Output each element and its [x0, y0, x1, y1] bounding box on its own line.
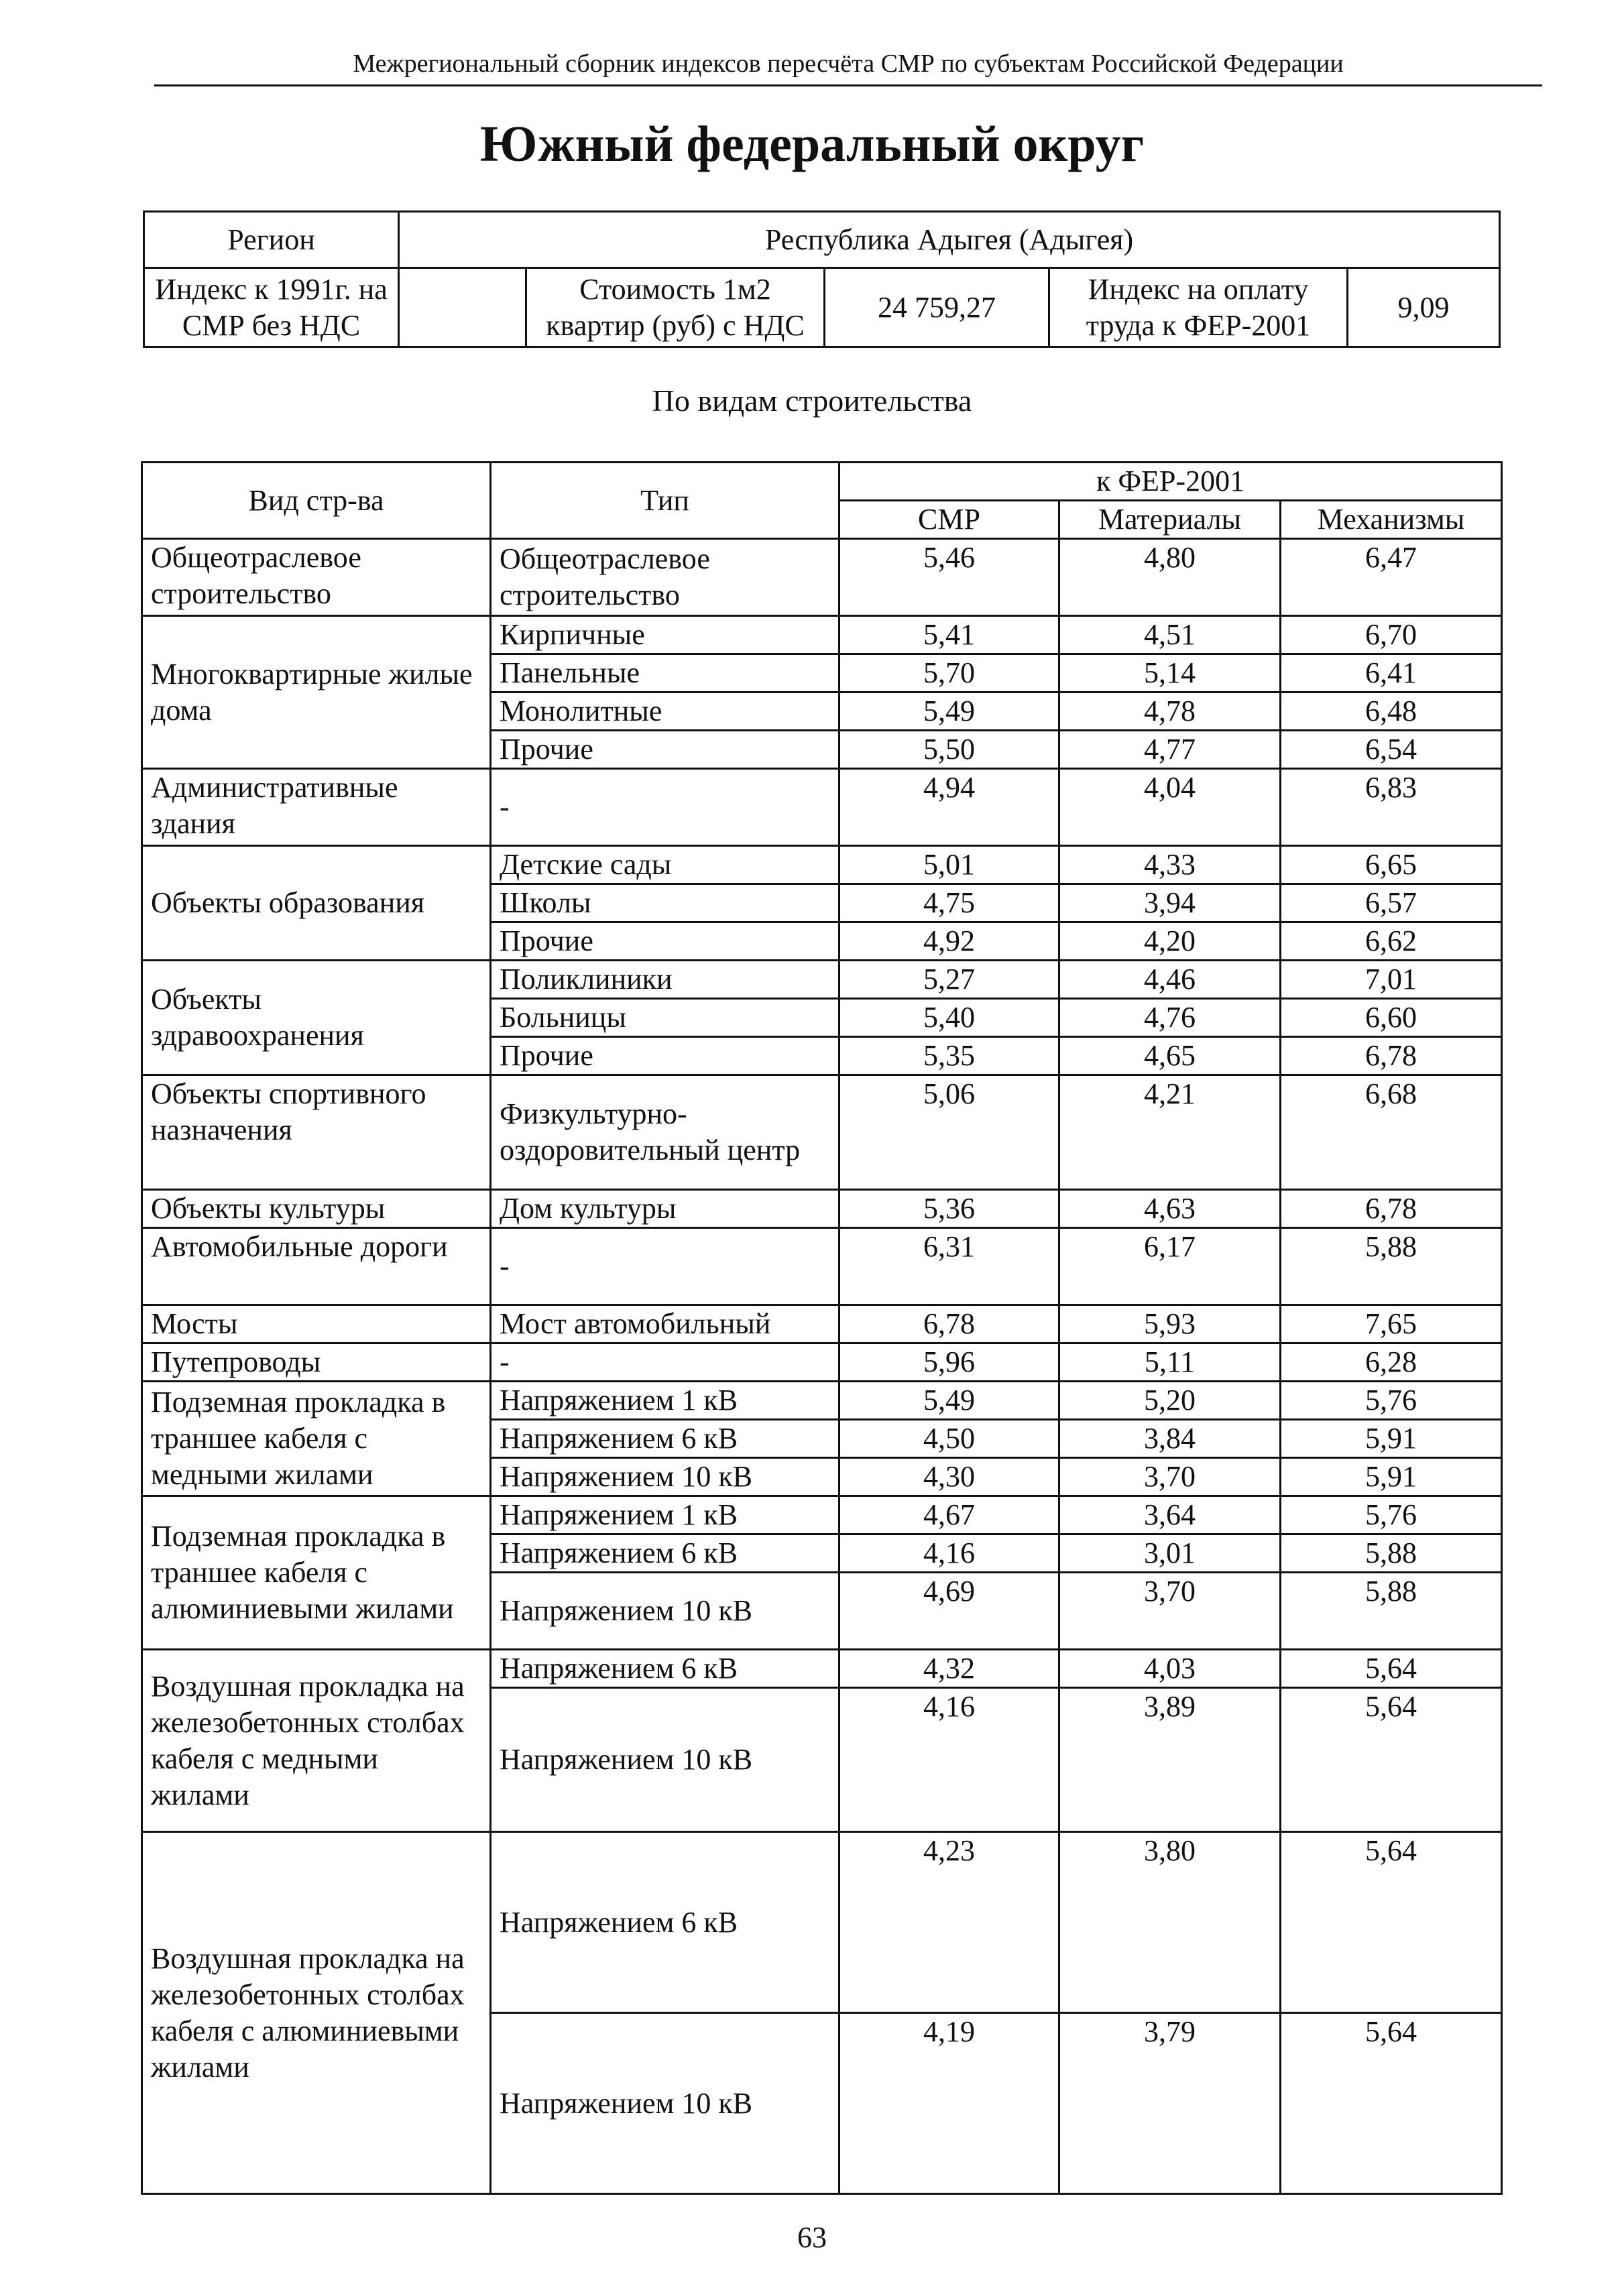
smr-cell: 4,23	[839, 1832, 1059, 2013]
page-number: 63	[797, 2221, 827, 2254]
type-cell: Кирпичные	[491, 616, 839, 654]
table-row	[142, 1228, 1502, 1305]
materials-cell: 4,20	[1059, 922, 1281, 961]
smr-cell: 4,19	[839, 2013, 1059, 2194]
smr-cell: 4,32	[839, 1650, 1059, 1688]
type-cell: Напряжением 1 кВ	[491, 1496, 839, 1534]
smr-cell: 6,78	[839, 1305, 1059, 1343]
type-cell: Физкультурно-оздоровительный центр	[491, 1075, 839, 1190]
table-row	[142, 1075, 1502, 1190]
mechanisms-cell: 5,64	[1281, 1688, 1502, 1832]
smr-cell: 4,30	[839, 1458, 1059, 1496]
mechanisms-cell: 6,65	[1281, 846, 1502, 884]
smr-cell: 4,94	[839, 769, 1059, 846]
materials-cell: 5,11	[1059, 1343, 1281, 1382]
col-mechanisms-header: Механизмы	[1281, 501, 1502, 539]
mechanisms-cell: 5,64	[1281, 1832, 1502, 2013]
table-row	[142, 1382, 1502, 1420]
mechanisms-cell: 5,88	[1281, 1534, 1502, 1573]
type-cell: Поликлиники	[491, 961, 839, 999]
smr-cell: 4,69	[839, 1573, 1059, 1650]
type-cell: Напряжением 6 кВ	[491, 1534, 839, 1573]
materials-cell: 4,63	[1059, 1190, 1281, 1228]
smr-cell: 5,96	[839, 1343, 1059, 1382]
mechanisms-cell: 6,78	[1281, 1190, 1502, 1228]
materials-cell: 4,33	[1059, 846, 1281, 884]
region-table	[143, 210, 1501, 348]
page-title: Южный федеральный округ	[479, 116, 1145, 172]
smr-cell: 5,06	[839, 1075, 1059, 1190]
type-cell: Напряжением 6 кВ	[491, 1650, 839, 1688]
col-type-header: Тип	[491, 463, 839, 539]
materials-cell: 3,84	[1059, 1420, 1281, 1458]
indices-table-body	[142, 539, 1502, 2194]
mechanisms-cell: 6,62	[1281, 922, 1502, 961]
materials-cell: 5,20	[1059, 1382, 1281, 1420]
type-cell: Напряжением 10 кВ	[491, 1573, 839, 1650]
materials-cell: 3,70	[1059, 1458, 1281, 1496]
wage-label: Индекс на оплату труда к ФЕР-2001	[1049, 268, 1348, 347]
kind-cell: Объекты культуры	[142, 1190, 491, 1228]
kind-cell: Путепроводы	[142, 1343, 491, 1382]
table-row	[142, 1832, 1502, 2013]
type-cell: Напряжением 10 кВ	[491, 1688, 839, 1832]
kind-cell: Объекты образования	[142, 846, 491, 961]
materials-cell: 4,77	[1059, 731, 1281, 769]
mechanisms-cell: 5,64	[1281, 1650, 1502, 1688]
mechanisms-cell: 5,64	[1281, 2013, 1502, 2194]
type-cell: Общеотраслевое строительство	[491, 539, 839, 616]
type-cell: Школы	[491, 884, 839, 922]
smr-cell: 5,49	[839, 692, 1059, 731]
kind-cell: Подземная прокладка в траншее кабеля с медными жилами	[142, 1382, 491, 1496]
mechanisms-cell: 6,54	[1281, 731, 1502, 769]
region-label: Регион	[144, 212, 399, 268]
section-subtitle: По видам строительства	[652, 383, 972, 418]
mechanisms-cell: 6,60	[1281, 999, 1502, 1037]
table-row	[142, 1496, 1502, 1534]
materials-cell: 4,65	[1059, 1037, 1281, 1075]
smr-cell: 5,27	[839, 961, 1059, 999]
region-value: Республика Адыгея (Адыгея)	[399, 212, 1500, 268]
mechanisms-cell: 6,41	[1281, 654, 1502, 692]
kind-cell: Воздушная прокладка на железобетонных столбах кабеля с медными жилами	[142, 1650, 491, 1832]
smr-cell: 4,16	[839, 1688, 1059, 1832]
smr-cell: 4,75	[839, 884, 1059, 922]
mechanisms-cell: 6,48	[1281, 692, 1502, 731]
mechanisms-cell: 6,57	[1281, 884, 1502, 922]
smr-cell: 5,70	[839, 654, 1059, 692]
smr-cell: 4,67	[839, 1496, 1059, 1534]
mechanisms-cell: 6,28	[1281, 1343, 1502, 1382]
table-row	[142, 961, 1502, 999]
materials-cell: 4,03	[1059, 1650, 1281, 1688]
index-label: Индекс к 1991г. на СМР без НДС	[144, 268, 399, 347]
type-cell: Панельные	[491, 654, 839, 692]
kind-cell: Многоквартирные жилые дома	[142, 616, 491, 769]
mechanisms-cell: 6,68	[1281, 1075, 1502, 1190]
type-cell: Напряжением 6 кВ	[491, 1832, 839, 2013]
smr-cell: 5,50	[839, 731, 1059, 769]
type-cell: Мост автомобильный	[491, 1305, 839, 1343]
col-materials-header: Материалы	[1059, 501, 1281, 539]
table-row	[142, 1650, 1502, 1688]
materials-cell: 4,51	[1059, 616, 1281, 654]
table-row	[142, 1190, 1502, 1228]
type-cell: Напряжением 1 кВ	[491, 1382, 839, 1420]
type-cell: -	[491, 1228, 839, 1305]
materials-cell: 3,94	[1059, 884, 1281, 922]
mechanisms-cell: 7,65	[1281, 1305, 1502, 1343]
col-group-header: к ФЕР-2001	[839, 463, 1502, 501]
smr-cell: 4,16	[839, 1534, 1059, 1573]
materials-cell: 4,78	[1059, 692, 1281, 731]
smr-cell: 5,36	[839, 1190, 1059, 1228]
type-cell: Монолитные	[491, 692, 839, 731]
mechanisms-cell: 5,88	[1281, 1573, 1502, 1650]
mechanisms-cell: 6,70	[1281, 616, 1502, 654]
kind-cell: Подземная прокладка в траншее кабеля с алюминиевыми жилами	[142, 1496, 491, 1650]
materials-cell: 6,17	[1059, 1228, 1281, 1305]
table-row	[142, 539, 1502, 616]
smr-cell: 5,41	[839, 616, 1059, 654]
indices-table	[141, 461, 1503, 2195]
mechanisms-cell: 5,76	[1281, 1382, 1502, 1420]
header-rule	[154, 84, 1542, 86]
table-row	[142, 846, 1502, 884]
table-row	[142, 1343, 1502, 1382]
type-cell: -	[491, 1343, 839, 1382]
materials-cell: 4,46	[1059, 961, 1281, 999]
type-cell: Напряжением 6 кВ	[491, 1420, 839, 1458]
smr-cell: 5,49	[839, 1382, 1059, 1420]
mechanisms-cell: 5,91	[1281, 1420, 1502, 1458]
type-cell: Детские сады	[491, 846, 839, 884]
materials-cell: 4,21	[1059, 1075, 1281, 1190]
type-cell: Больницы	[491, 999, 839, 1037]
mechanisms-cell: 5,76	[1281, 1496, 1502, 1534]
wage-value: 9,09	[1348, 268, 1500, 347]
materials-cell: 3,64	[1059, 1496, 1281, 1534]
materials-cell: 3,79	[1059, 2013, 1281, 2194]
materials-cell: 3,80	[1059, 1832, 1281, 2013]
smr-cell: 5,01	[839, 846, 1059, 884]
kind-cell: Объекты спортивного назначения	[142, 1075, 491, 1190]
mechanisms-cell: 6,47	[1281, 539, 1502, 616]
smr-cell: 6,31	[839, 1228, 1059, 1305]
kind-cell: Общеотраслевое строительство	[142, 539, 491, 616]
smr-cell: 4,92	[839, 922, 1059, 961]
type-cell: -	[491, 769, 839, 846]
type-cell: Прочие	[491, 1037, 839, 1075]
page-header: Межрегиональный сборник индексов пересчёта СМР по субъектам Российской Федерации	[353, 50, 1344, 78]
materials-cell: 5,14	[1059, 654, 1281, 692]
type-cell: Напряжением 10 кВ	[491, 1458, 839, 1496]
col-kind-header: Вид стр-ва	[142, 463, 491, 539]
kind-cell: Объекты здравоохранения	[142, 961, 491, 1075]
materials-cell: 3,70	[1059, 1573, 1281, 1650]
col-smr-header: СМР	[839, 501, 1059, 539]
cost-value: 24 759,27	[825, 268, 1049, 347]
cost-label: Стоимость 1м2 квартир (руб) с НДС	[526, 268, 825, 347]
kind-cell: Воздушная прокладка на железобетонных столбах кабеля с алюминиевыми жилами	[142, 1832, 491, 2194]
materials-cell: 4,76	[1059, 999, 1281, 1037]
mechanisms-cell: 5,88	[1281, 1228, 1502, 1305]
materials-cell: 4,04	[1059, 769, 1281, 846]
materials-cell: 5,93	[1059, 1305, 1281, 1343]
smr-cell: 5,46	[839, 539, 1059, 616]
index-value	[399, 268, 526, 347]
kind-cell: Административные здания	[142, 769, 491, 846]
materials-cell: 4,80	[1059, 539, 1281, 616]
type-cell: Напряжением 10 кВ	[491, 2013, 839, 2194]
materials-cell: 3,01	[1059, 1534, 1281, 1573]
mechanisms-cell: 6,78	[1281, 1037, 1502, 1075]
type-cell: Прочие	[491, 922, 839, 961]
smr-cell: 5,35	[839, 1037, 1059, 1075]
mechanisms-cell: 7,01	[1281, 961, 1502, 999]
smr-cell: 5,40	[839, 999, 1059, 1037]
type-cell: Прочие	[491, 731, 839, 769]
kind-cell: Автомобильные дороги	[142, 1228, 491, 1305]
type-cell: Дом культуры	[491, 1190, 839, 1228]
kind-cell: Мосты	[142, 1305, 491, 1343]
mechanisms-cell: 5,91	[1281, 1458, 1502, 1496]
smr-cell: 4,50	[839, 1420, 1059, 1458]
table-row	[142, 1305, 1502, 1343]
table-row	[142, 769, 1502, 846]
table-row	[142, 616, 1502, 654]
materials-cell: 3,89	[1059, 1688, 1281, 1832]
mechanisms-cell: 6,83	[1281, 769, 1502, 846]
